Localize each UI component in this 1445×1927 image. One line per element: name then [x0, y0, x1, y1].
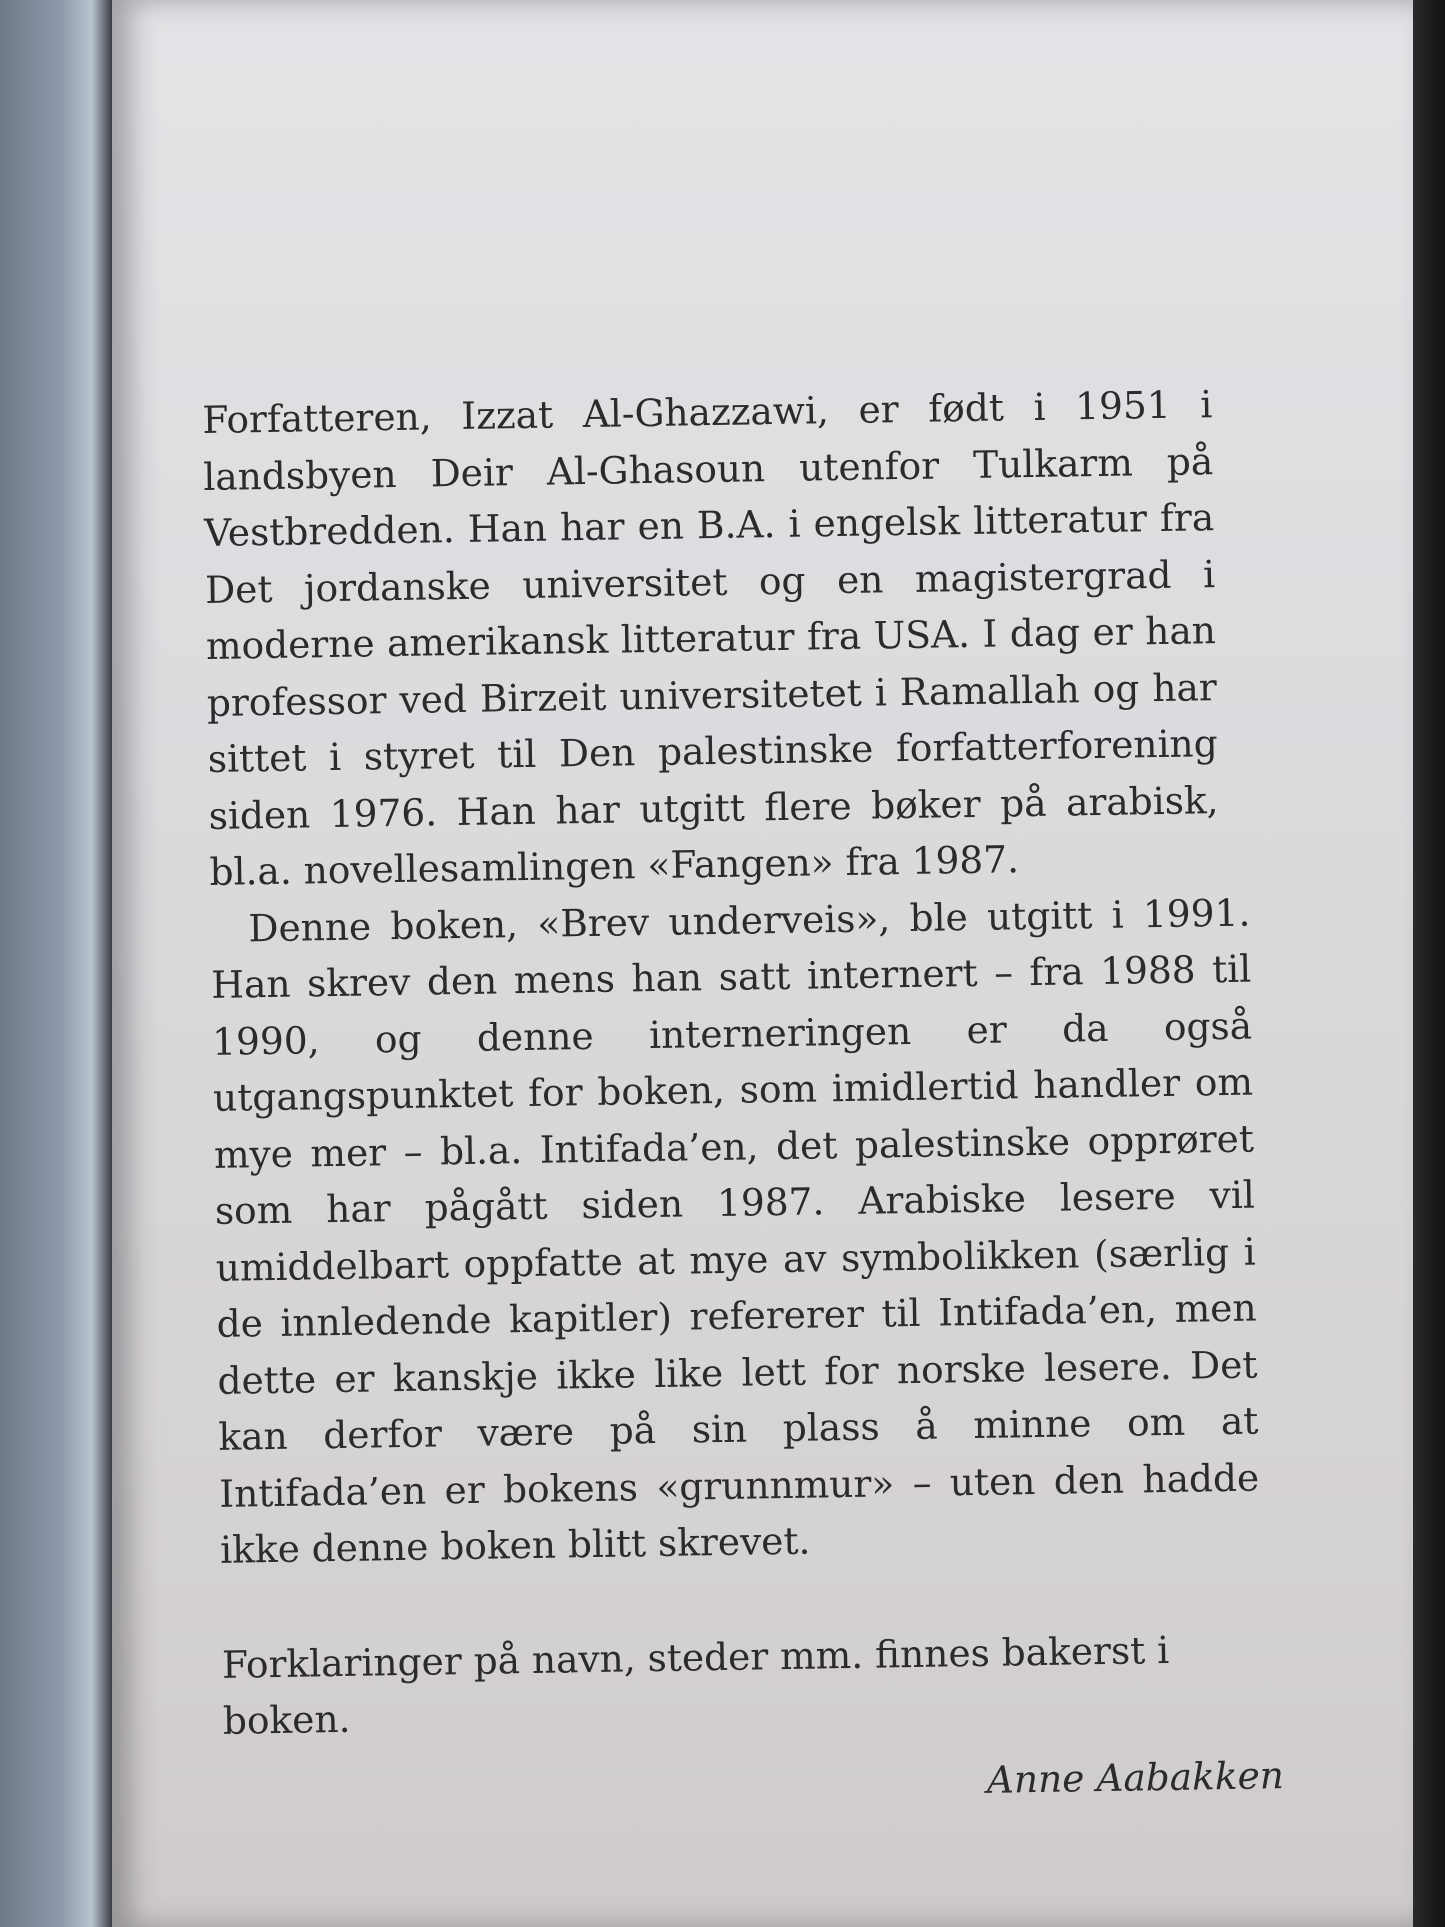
translator-signature: Anne Aabakken: [986, 1752, 1285, 1802]
author-bio-paragraph: Forfatteren, Izzat Al-Ghazzawi, er født i 1951 i landsbyen Deir Al-Ghasoun utenfor Tulkarm på Vestbredden. Han har en B.A. i engelsk litteratur fra Det jordanske universitet og en magistergrad i moderne amerikansk litteratur fra USA. I dag er han professor ved Birzeit universitetet i Ramallah og har sittet i styret til Den palestinske forfatterforening siden 1976. Han har utgitt flere bøker på arabisk, bl.a. novellesamlingen «Fangen» fra 1987.: [202, 382, 1219, 894]
book-right-edge: [1413, 0, 1445, 1927]
book-left-edge: [0, 0, 112, 1927]
glossary-note: Forklaringer på navn, steder mm. finnes bakerst i boken.: [221, 1627, 1170, 1743]
page-text-block: [202, 374, 1344, 1819]
book-background-paragraph: Denne boken, «Brev underveis», ble utgitt i 1991. Han skrev den mens han satt internert – fra 1988 til 1990, og denne interneringen er da også utgangspunktet for boken, som imidlertid handler om mye mer – bl.a. Intifada’en, det palestinske opprøret som har pågått siden 1987. Arabiske lesere vil umiddelbart oppfatte at mye av symbolikken (særlig i de innledende kapitler) refererer til Intifada’en, men dette er kanskje ikke like lett for norske lesere. Det kan derfor være på sin plass å minne om at Intifada’en er bokens «grunnmur» – uten den hadde ikke denne boken blitt skrevet.: [210, 890, 1260, 1572]
book-page: [112, 0, 1413, 1927]
